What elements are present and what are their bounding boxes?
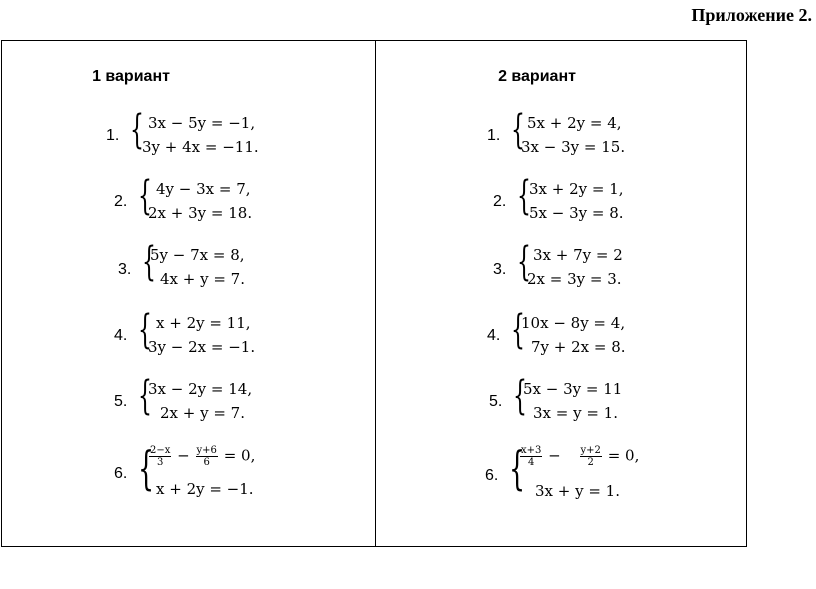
- equation-1: 5y − 7x = 8,: [150, 246, 245, 264]
- variant-2-title: 2 вариант: [498, 68, 576, 85]
- equation-1: 5x + 2y = 4,: [527, 114, 622, 132]
- equation-2: 3y + 4x = −11.: [142, 138, 259, 156]
- equation-2: 3x + y = 1.: [535, 482, 620, 500]
- appendix-label: Приложение 2.: [691, 5, 812, 25]
- equation-1: 3x + 7y = 2: [533, 246, 623, 264]
- equation-1: $\frac{x+3}{4}$ − $\frac{y+2}{2}$ = 0,: [521, 445, 640, 468]
- equation-1: x + 2y = 11,: [156, 314, 251, 332]
- system-number: 1.: [106, 127, 120, 144]
- variants-table: [1, 40, 747, 547]
- system-number: 6.: [114, 465, 128, 482]
- equation-2: 2x + y = 7.: [160, 404, 245, 422]
- brace-icon: {: [511, 107, 525, 153]
- system-number: 4.: [487, 327, 501, 344]
- brace-icon: {: [138, 173, 152, 219]
- system-number: 5.: [489, 393, 503, 410]
- brace-icon: {: [517, 173, 531, 219]
- equation-2: 5x − 3y = 8.: [529, 204, 624, 222]
- equation-2: x + 2y = −1.: [156, 480, 254, 498]
- equation-1: 5x − 3y = 11: [523, 380, 623, 398]
- system-number: 5.: [114, 393, 128, 410]
- equation-1: 3x + 2y = 1,: [529, 180, 624, 198]
- variant-1-column: [2, 41, 374, 546]
- fraction: $\frac{2-x}{3}$: [150, 445, 171, 468]
- variant-2-column: [376, 41, 748, 546]
- brace-icon: {: [513, 373, 527, 419]
- fraction: $\frac{x+3}{4}$: [521, 445, 542, 468]
- system-number: 4.: [114, 327, 128, 344]
- brace-icon: {: [511, 307, 525, 353]
- equation-2: 3x = y = 1.: [533, 404, 618, 422]
- fraction: $\frac{y+6}{6}$: [196, 445, 217, 468]
- equation-1: 3x − 2y = 14,: [148, 380, 253, 398]
- system-number: 2.: [493, 193, 507, 210]
- brace-icon: {: [138, 307, 152, 353]
- variant-1-title: 1 вариант: [92, 68, 170, 85]
- brace-icon: {: [517, 239, 531, 285]
- system-number: 2.: [114, 193, 128, 210]
- equation-1: 10x − 8y = 4,: [521, 314, 626, 332]
- brace-icon: {: [138, 373, 152, 419]
- equation-1: 3x − 5y = −1,: [148, 114, 256, 132]
- system-number: 3.: [118, 261, 132, 278]
- equation-2: 3x − 3y = 15.: [521, 138, 626, 156]
- system-number: 3.: [493, 261, 507, 278]
- equation-1: $\frac{2-x}{3}$ − $\frac{y+6}{6}$ = 0,: [150, 445, 256, 468]
- system-number: 1.: [487, 127, 501, 144]
- equation-2: 2x = 3y = 3.: [527, 270, 622, 288]
- brace-icon: {: [138, 441, 155, 495]
- brace-icon: {: [509, 441, 526, 495]
- equation-2: 7y + 2x = 8.: [531, 338, 626, 356]
- fraction: $\frac{y+2}{2}$: [580, 445, 601, 468]
- equation-2: 2x + 3y = 18.: [148, 204, 253, 222]
- brace-icon: {: [130, 107, 144, 153]
- brace-icon: {: [142, 239, 156, 285]
- system-number: 6.: [485, 467, 499, 484]
- equation-2: 3y − 2x = −1.: [148, 338, 256, 356]
- equation-1: 4y − 3x = 7,: [156, 180, 251, 198]
- equation-2: 4x + y = 7.: [160, 270, 245, 288]
